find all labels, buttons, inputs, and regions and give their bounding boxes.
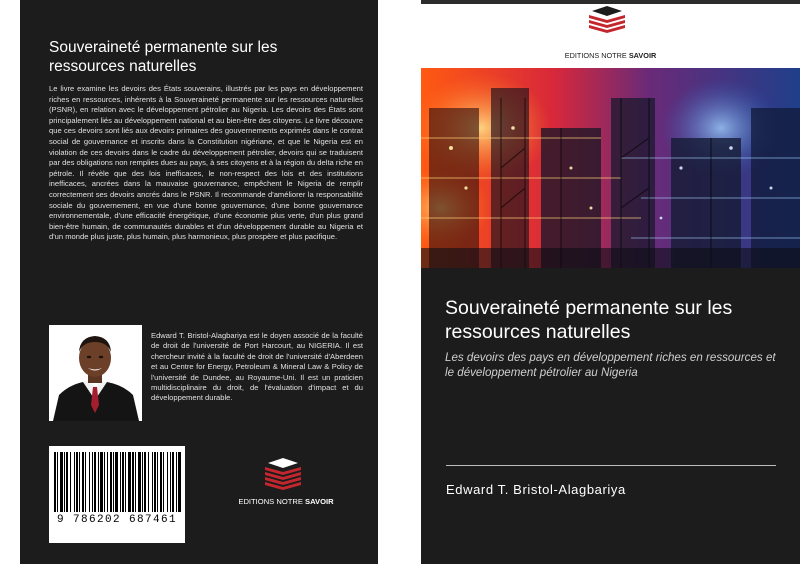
author-portrait-image xyxy=(49,325,142,421)
back-cover-title: Souveraineté permanente sur les ressources naturelles xyxy=(49,39,278,75)
book-spine xyxy=(378,0,421,564)
barcode-bars xyxy=(49,446,185,516)
publisher-name-regular: EDITIONS NOTRE xyxy=(564,51,629,60)
back-cover-description: Le livre examine les devoirs des États souverains, illustrés par les pays en développement riches en ressources, inhérents à la Souveraineté permanente sur les ressources naturelles (PSNR), en relation avec le développement pétrolier au Nigeria. Les devoirs des États sont principalement liés au développement national et au bien-être des citoyens. Le livre découvre que ces devoirs sont liés aux devoirs primaires des gouvernements exprimés dans le contrat social de gouvernance et inscrits dans la Constitution nigériane, et que le Nigeria est en violation de ces devoirs dans le cadre du développement pétrolier, devoirs qui se traduisent par des obligations non remplies dues au pays, à ses citoyens et à la région du delta riche en pétrole. Il révèle que des lois inefficaces, le non-respect des lois et des institutions inefficaces, ancrées dans la mauvaise gouvernance, empêchent le Nigeria de remplir correctement ses devoirs ancrés dans le PSNR. Il recommande d'améliorer la responsabilité sociale du gouvernement, en vue d'une bonne gouvernance, d'une bonne gouvernance environnementale, d'une efficacité énergétique, d'une économie plus verte, d'un plus grand bien-être humain, de communautés durables et d'un développement durable au Nigeria et d'un monde plus juste, plus humain, plus harmonieux, plus prospère et plus pacifique. xyxy=(49,84,363,242)
publisher-name-front xyxy=(421,51,800,60)
publisher-name-bold: SAVOIR xyxy=(628,51,657,60)
front-cover-title: Souveraineté permanente sur les ressources naturelles xyxy=(445,297,733,343)
cover-photo-industrial-plant xyxy=(421,68,800,268)
isbn-number: 9 786202 687461 xyxy=(56,514,178,526)
publisher-logo-icon xyxy=(587,6,627,36)
industrial-plant-image xyxy=(421,68,800,268)
publisher-name-regular: EDITIONS NOTRE xyxy=(238,497,306,506)
publisher-logo-panel xyxy=(421,4,800,44)
author-bio: Edward T. Bristol-Alagbariya est le doyen associé de la faculté de droit de l'université de Port Harcourt, au NIGERIA. Il est chercheur invité à la faculté de droit de l'université d'Aberdeen et au Centre for Energy, Petroleum & Mineral Law & Policy de l'université de Dundee, au Royaume-Uni. Il est un praticien multidisciplinaire du droit, de l'évaluation d'impact et du développement durable. xyxy=(151,331,363,403)
title-divider xyxy=(446,465,776,466)
front-cover xyxy=(421,0,800,564)
publisher-name-back xyxy=(236,497,336,506)
isbn-barcode xyxy=(49,446,185,543)
author-photo xyxy=(49,325,142,421)
publisher-logo-icon xyxy=(263,458,303,492)
front-cover-subtitle: Les devoirs des pays en développement riches en ressources et le développement pétrolier au Nigeria xyxy=(445,351,776,379)
front-cover-author: Edward T. Bristol-Alagbariya xyxy=(446,482,626,497)
publisher-name-bold: SAVOIR xyxy=(305,497,334,506)
back-cover xyxy=(20,0,378,564)
